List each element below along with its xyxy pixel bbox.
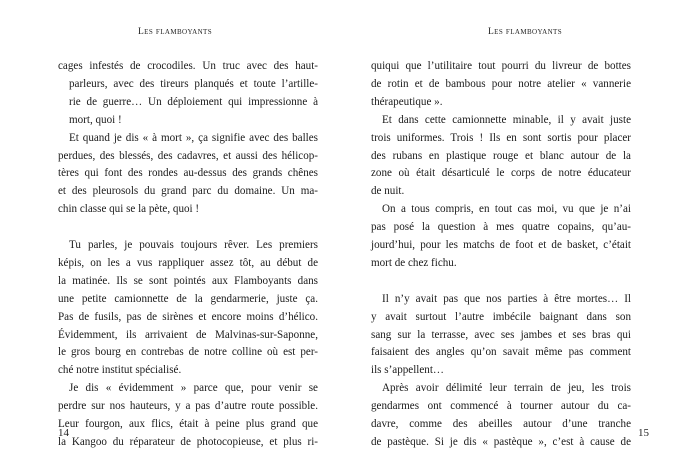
paragraph: [58, 237, 318, 380]
text-line: gendarmes ont commencé à tourner autour du ca-: [371, 400, 631, 413]
text-line: Et dans cette camionnette minable, il y avait juste: [382, 113, 631, 126]
text-line: chin classe qui se la pète, quoi !: [58, 203, 200, 216]
text-line: de rotin et de bambous pour notre atelier « vannerie: [371, 77, 631, 90]
text-line: de pastèque. Si je dis « pastèque », c’est à cause de: [371, 436, 631, 449]
text-line: Leur fourgon, aux flics, était à peine plus grand que: [58, 418, 318, 431]
text-line: sang sur la terrasse, avec ses jambes et ses bras qui: [371, 328, 631, 341]
paragraph: [58, 58, 318, 130]
text-line: mort, quoi !: [69, 113, 122, 126]
page-number-left: 14: [58, 427, 69, 439]
text-line: mort de chez fichu.: [371, 256, 457, 269]
text-line: Pas de fusils, pas de sirènes et encore moins d’hélico.: [58, 310, 318, 323]
text-line: quiqui que l’utilitaire tout pourri du livreur de bottes: [371, 60, 631, 72]
text-line: le gros bourg en contrebas de notre colline où est per-: [58, 346, 318, 359]
paragraph: [371, 380, 631, 452]
text-line: tères qui font des rondes au-dessus des grands chênes: [58, 167, 318, 180]
text-line: la matinée. Ils se sont pointés aux Flamboyants dans: [58, 274, 318, 287]
paragraph: [58, 380, 318, 452]
text-line: thérapeutique ».: [371, 95, 443, 108]
paragraph: [371, 112, 631, 202]
text-line: pas posé la question à mes quatre copains, qu’au-: [371, 221, 631, 234]
text-line: jourd’hui, pour les matchs de foot et de basket, c’était: [371, 239, 631, 252]
text-line: Et quand je dis « à mort », ça signifie avec des balles: [69, 131, 318, 144]
text-line: cages infestés de crocodiles. Un truc avec des haut-: [58, 60, 318, 72]
text-line: la Kangoo du réparateur de photocopieuse, et plus ri-: [58, 436, 318, 449]
text-line: faisaient des angles qu’on savait même pas comment: [371, 346, 631, 359]
paragraph: [371, 58, 631, 112]
text-line: ché notre institut spécialisé.: [58, 364, 182, 377]
paragraph: [58, 130, 318, 220]
running-head-right: Les flamboyants: [487, 27, 563, 37]
text-line: y avait surtout l’autre imbécile baignant dans son: [371, 310, 631, 323]
text-line: ils s’appellent…: [371, 364, 445, 377]
left-page-text: [58, 58, 318, 452]
text-line: Je dis « évidemment » parce que, pour venir se: [69, 382, 318, 395]
text-line: une petite camionnette de la gendarmerie, juste ça.: [58, 292, 318, 305]
text-line: Après avoir délimité leur terrain de jeu, les trois: [382, 382, 631, 395]
text-line: Évidemment, ils arrivaient de Malvinas-sur-Saponne,: [58, 328, 318, 341]
text-line: trois uniformes. Trois ! Ils en sont sortis pour placer: [371, 131, 631, 144]
text-line: des rubans en plastique rouge et blanc autour de la: [371, 149, 631, 162]
running-head-left: Les flamboyants: [137, 27, 213, 37]
paragraph: [371, 201, 631, 273]
text-line: képis, on les a vus rappliquer assez tôt, au début de: [58, 256, 318, 269]
text-line: Il n’y avait pas que nos parties à être mortes… Il: [382, 292, 631, 305]
text-line: rie de guerre… Un déploiement qui impressionne à: [69, 95, 318, 108]
text-line: On a tous compris, en tout cas moi, vu que je n’ai: [382, 203, 631, 216]
right-page: [350, 0, 700, 463]
page-number-right: 15: [638, 427, 649, 439]
text-line: parleurs, avec des tireurs planqués et toute l’artille-: [69, 77, 318, 90]
text-line: zone où était désarticulé le corps de notre éducateur: [371, 167, 631, 180]
text-line: davre, comme des abeilles autour d’une tranche: [371, 418, 631, 431]
text-line: perdre sur nos hauteurs, y a pas d’autre route possible.: [58, 400, 318, 413]
text-line: et des pleurosols du grand parc du domaine. Un ma-: [58, 185, 318, 198]
text-line: Tu parles, je pouvais toujours rêver. Les premiers: [69, 239, 318, 252]
text-line: de nuit.: [371, 185, 405, 198]
paragraph: [371, 291, 631, 381]
right-page-text: [371, 58, 631, 452]
text-line: perdues, des blessés, des cadavres, et aussi des hélicop-: [58, 149, 318, 162]
